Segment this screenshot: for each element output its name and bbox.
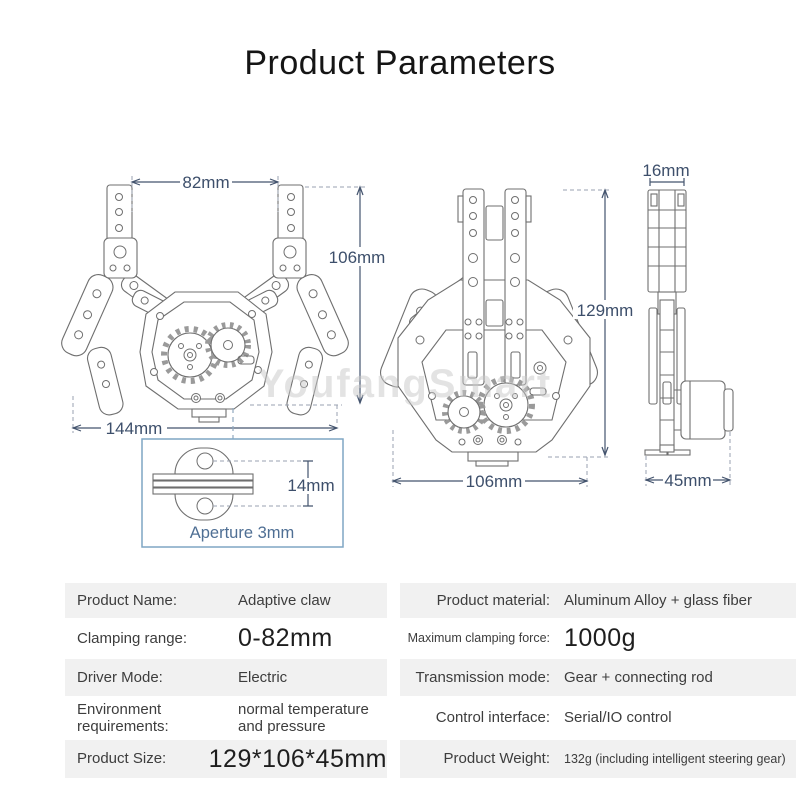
spec-value: Adaptive claw bbox=[238, 591, 331, 609]
spec-label: Product Name: bbox=[77, 591, 178, 609]
spec-label: Product Weight: bbox=[443, 750, 550, 768]
mount-plate-inset bbox=[142, 408, 343, 547]
dimension-label-106mm-closed: 106mm bbox=[465, 472, 523, 491]
watermark-text: YoufangSmart bbox=[257, 362, 553, 406]
spec-value: 132g (including intelligent steering gear) bbox=[564, 751, 786, 766]
dimension-label-82mm: 82mm bbox=[182, 173, 230, 192]
spec-row-max-clamping-force bbox=[400, 618, 796, 659]
spec-value: Serial/IO control bbox=[564, 709, 672, 727]
spec-row-product-name bbox=[65, 583, 387, 618]
spec-label: Environment requirements: bbox=[77, 700, 169, 735]
spec-row-transmission-mode bbox=[400, 659, 796, 696]
spec-value: 0-82mm bbox=[238, 624, 333, 653]
dimension-45mm bbox=[646, 432, 730, 490]
side-view-drawing bbox=[642, 161, 733, 490]
spec-value: Gear + connecting rod bbox=[564, 668, 713, 686]
dimension-label-144mm: 144mm bbox=[105, 419, 163, 438]
spec-label: Transmission mode: bbox=[415, 668, 550, 686]
left-spec-table bbox=[65, 583, 387, 778]
dimension-label-14mm: 14mm bbox=[287, 476, 335, 495]
spec-label: Maximum clamping force: bbox=[407, 631, 550, 646]
spec-value: normal temperature and pressure bbox=[238, 700, 369, 735]
aperture-caption: Aperture 3mm bbox=[189, 524, 295, 542]
spec-row-product-weight bbox=[400, 740, 796, 778]
dimension-label-45mm: 45mm bbox=[664, 471, 712, 490]
dimension-label-129mm: 129mm bbox=[576, 301, 634, 320]
spec-label: Product Size: bbox=[77, 750, 167, 768]
dimension-82mm bbox=[132, 172, 278, 212]
spec-label: Driver Mode: bbox=[77, 668, 163, 686]
spec-row-product-material bbox=[400, 583, 796, 618]
spec-row-control-interface bbox=[400, 696, 796, 740]
spec-label: Control interface: bbox=[435, 709, 550, 727]
page-title: Product Parameters bbox=[244, 44, 556, 82]
dimension-label-106mm-open: 106mm bbox=[328, 248, 386, 267]
right-spec-table bbox=[400, 583, 796, 778]
spec-row-driver-mode bbox=[65, 659, 387, 696]
spec-row-environment bbox=[65, 696, 387, 740]
spec-label: Product material: bbox=[436, 591, 550, 609]
dimension-label-16mm: 16mm bbox=[642, 161, 690, 180]
spec-row-clamping-range bbox=[65, 618, 387, 659]
closed-claw-drawing bbox=[377, 189, 637, 491]
spec-value: Electric bbox=[238, 668, 288, 686]
dimension-16mm bbox=[642, 161, 689, 186]
spec-label: Clamping range: bbox=[77, 629, 188, 647]
spec-value: 1000g bbox=[564, 624, 637, 653]
technical-drawings bbox=[0, 130, 800, 590]
spec-row-product-size bbox=[65, 740, 387, 778]
spec-value: 129*106*45mm bbox=[208, 744, 387, 773]
spec-value: Aluminum Alloy + glass fiber bbox=[564, 591, 752, 609]
